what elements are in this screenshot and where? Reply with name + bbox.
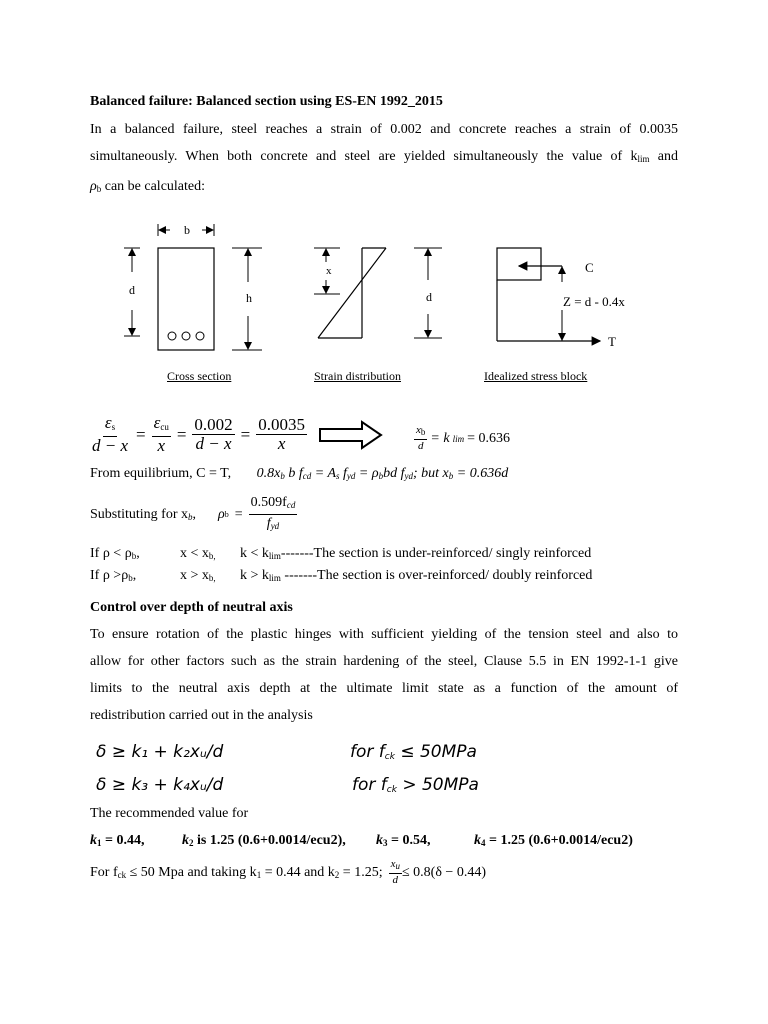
equilibrium-line bbox=[90, 466, 508, 482]
delta-equation-1: δ ≥ k₁ + k₂xᵤ/d for $f_{ck} \le 50MPa$ bbox=[96, 742, 477, 762]
k3-value: $k_3 = 0.54$, bbox=[376, 833, 431, 848]
intro-text: simultaneously. When both concrete and steel are yielded simultaneously the value of k bbox=[90, 149, 638, 164]
implies-arrow-icon bbox=[318, 420, 384, 450]
rho-subscript: b bbox=[96, 184, 102, 194]
control-paragraph bbox=[90, 621, 678, 729]
rebar bbox=[182, 332, 190, 340]
fraction: $\frac{\varepsilon_{cu}}{x}$ bbox=[153, 413, 169, 455]
reinforcement-conditions bbox=[90, 546, 592, 590]
control-line: allow for other factors such as the strain hardening of the steel, Clause 5.5 in EN 1992-1-1 give bbox=[90, 654, 678, 669]
k-values bbox=[90, 833, 633, 849]
rho-symbol: ρ bbox=[218, 506, 225, 522]
caption-stress-block: Idealized stress block bbox=[484, 369, 588, 383]
x-label: x bbox=[326, 265, 332, 277]
c-label: C bbox=[585, 260, 594, 275]
caption-cross-section: Cross section bbox=[167, 369, 232, 383]
k2-value: $k_2$ is 1.25 (0.6+0.0014/ecu2), bbox=[182, 833, 346, 848]
fraction: $\frac{\varepsilon_s}{d - x}$ bbox=[92, 413, 129, 455]
xu-over-d-fraction: $\frac{x_u}{d}$ bbox=[390, 858, 400, 886]
control-line: To ensure rotation of the plastic hinges with sufficient yielding of the tension steel and also to bbox=[90, 627, 678, 642]
section-diagrams bbox=[0, 210, 768, 390]
final-condition-line: For $f_{ck} \le 50$ Mpa and taking $k_1 = 0.44$ and $k_2 = 1.25$; $\frac{x_u}{d}$ ≤ 0.8(δ − 0.44) bbox=[90, 858, 486, 886]
stress-block-diagram bbox=[497, 248, 625, 349]
control-line: limits to the neutral axis depth at the ultimate limit state as a function of the amount of bbox=[90, 681, 678, 696]
rebar bbox=[168, 332, 176, 340]
redistribution-equations bbox=[96, 738, 479, 804]
equilibrium-expression: $0.8x_b$ b $f_{cd} = A_s$ $f_{yd} = \rho_bbd$ $f_{yd}$; but $x_b = 0.636d$ bbox=[256, 466, 509, 481]
substitution-label: Substituting for $x_b$, bbox=[90, 506, 197, 522]
caption-strain-distribution: Strain distribution bbox=[314, 369, 401, 383]
rho-b-fraction: $\frac{0.509f_{cd}}{f_{yd}}$ bbox=[250, 495, 296, 531]
strain-equation: $\frac{\varepsilon_s}{d - x}$ = $\frac{\varepsilon_{cu}}{x}$ = $\frac{0.002}{d - x}$ = $\frac{0.0035}{x}$ bbox=[92, 413, 306, 455]
cross-section-diagram bbox=[124, 223, 262, 350]
rho-symbol: ρ bbox=[90, 179, 97, 194]
condition-under-reinforced: If $\rho < \rho_b$, $x < x_{b,}$ $k < k_{lim}------$-The section is under-reinforced/ singly reinforced bbox=[90, 546, 592, 561]
delta-equation-2: δ ≥ k₃ + k₄xᵤ/d for $f_{ck} > 50MPa$ bbox=[96, 775, 479, 795]
intro-text: and bbox=[649, 149, 678, 164]
t-label: T bbox=[608, 334, 616, 349]
fraction: $\frac{0.0035}{x}$ bbox=[258, 415, 306, 453]
equilibrium-label: From equilibrium, C = T, bbox=[90, 466, 232, 481]
rebar bbox=[196, 332, 204, 340]
substitution-line: Substituting for $x_b$, ρ b = $\frac{0.509f_{cd}}{f_{yd}}$ bbox=[90, 494, 297, 535]
intro-line-1: In a balanced failure, steel reaches a strain of 0.002 and concrete reaches a strain of 0.0035 bbox=[90, 122, 678, 137]
d-label: d bbox=[129, 283, 135, 297]
fraction: $\frac{0.002}{d - x}$ bbox=[194, 415, 233, 453]
fraction: $\frac{x_b}{d}$ bbox=[416, 424, 426, 452]
z-label: Z = d - 0.4x bbox=[563, 294, 625, 309]
intro-text: can be calculated: bbox=[101, 179, 206, 194]
beam-rectangle bbox=[158, 248, 214, 350]
intro-line-2 bbox=[90, 143, 678, 173]
section-heading: Balanced failure: Balanced section using ES-EN 1992_2015 bbox=[90, 94, 443, 109]
control-line: redistribution carried out in the analysis bbox=[90, 708, 313, 723]
k1-value: $k_1 = 0.44$, bbox=[90, 833, 145, 848]
h-label: h bbox=[246, 291, 252, 305]
d-label: d bbox=[426, 290, 432, 304]
condition-over-reinforced: If $\rho >\rho_b$, $x > x_{b,}$ $k > k_{lim}$ -------The section is over-reinforced/ doubly reinforced bbox=[90, 568, 593, 583]
intro-paragraph bbox=[90, 116, 678, 203]
recommended-label: The recommended value for bbox=[90, 806, 249, 821]
klim-result: $\frac{x_b}{d}$ = k lim = 0.636 bbox=[416, 424, 510, 452]
control-heading: Control over depth of neutral axis bbox=[90, 600, 293, 615]
strain-diagram bbox=[314, 248, 442, 338]
b-label: b bbox=[184, 223, 190, 237]
intro-line-3 bbox=[90, 173, 678, 203]
k4-value: $k_4 = 1.25$ (0.6+0.0014/ecu2) bbox=[474, 833, 633, 848]
klim-subscript: lim bbox=[637, 154, 650, 164]
